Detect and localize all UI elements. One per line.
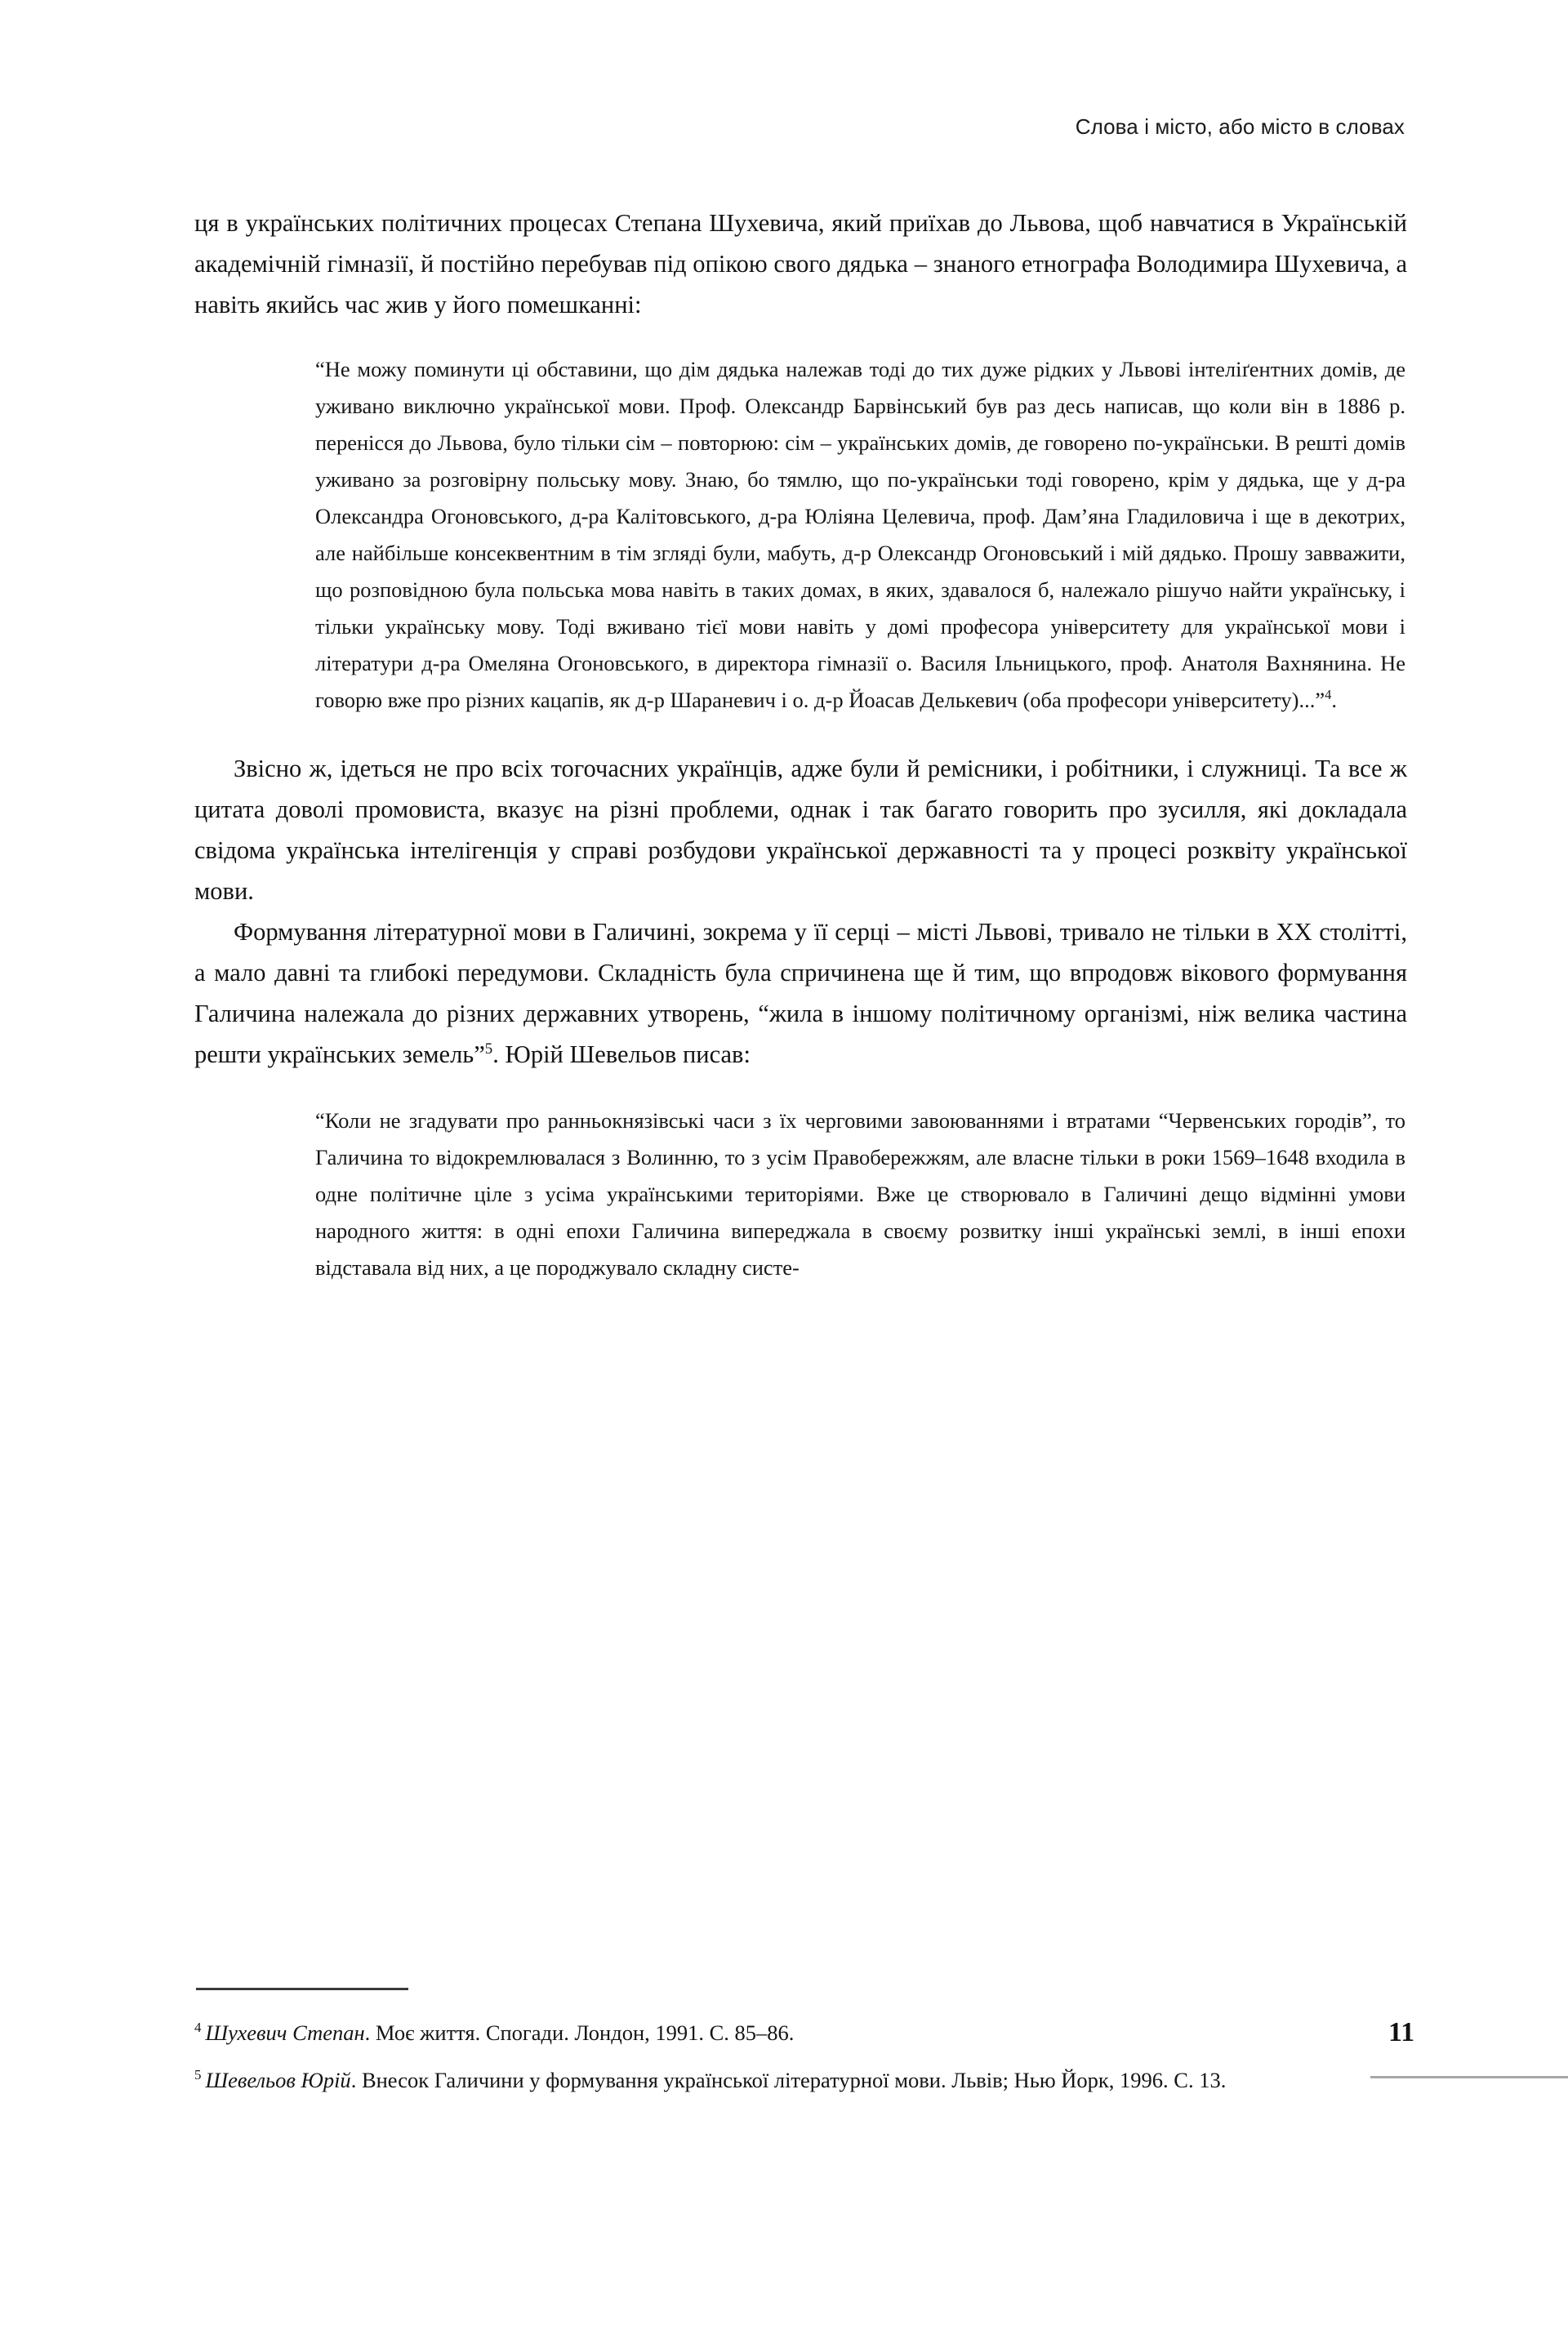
block-quote-shevelov: “Коли не згадувати про ранньокнязівські часи з їх черговими завоюваннями і втратами “Червенських городів”, то Галичина то відокремлювалася з Волинню, то з усім Правобережжям, але власне тільки в роки 1569–1648 входила в одне політичне ціле з усіма українськими територіями. Вже це створювало в Галичині дещо відмінні умови народного життя: в одні епохи Галичина випереджала в своєму розвитку інші українські землі, в інші епохи відставала від них, а це породжувало складну систе- xyxy=(315,1108,1405,1280)
text-column xyxy=(194,203,1407,1286)
block-quote-shukhevych xyxy=(194,351,1407,719)
quote-1-trailing-punct: . xyxy=(1331,688,1337,712)
footnote-separator-rule xyxy=(196,1988,408,1990)
body-paragraph-3-part-1: Формування літературної мови в Галичині, зокрема у її серці – місті Львові, тривало не тільки в ХХ столітті, а мало давні та глибокі передумови. Складність була спричинена ще й тим, що впродовж вікового формування Галичина належала до різних державних утворень, “жила в іншому політичному організмі, ніж велика частина решти українських земель” xyxy=(194,918,1407,1068)
body-paragraph-3-part-2: . Юрій Шевельов писав: xyxy=(492,1040,751,1068)
footnote-ref-5[interactable]: 5 xyxy=(484,1040,493,1058)
footnote-ref-4[interactable]: 4 xyxy=(1325,687,1332,703)
page-number: 11 xyxy=(1388,2017,1415,2047)
footnote-item-5 xyxy=(194,2061,1272,2099)
footnotes-area xyxy=(194,2014,1272,2109)
footnote-text-4: . Моє життя. Спогади. Лондон, 1991. С. 85–86. xyxy=(364,2020,795,2045)
body-paragraph-3 xyxy=(194,911,1407,1075)
page-number-rule xyxy=(1370,2076,1568,2078)
footnote-marker-5: 5 xyxy=(194,2067,202,2083)
footnote-text-5: . Внесок Галичини у формування української літературної мови. Львів; Нью Йорк, 1996. С. 13. xyxy=(350,2068,1227,2092)
footnote-marker-4: 4 xyxy=(194,2020,202,2036)
footnote-author-5: Шевельов Юрій xyxy=(205,2068,351,2092)
body-paragraph-1: ця в українських політичних процесах Степана Шухевича, який приїхав до Львова, щоб навчатися в Українській академічній гімназії, й постійно перебував під опікою свого дядька – знаного етнографа Володимира Шухевича, а навіть якийсь час жив у його помешканні: xyxy=(194,209,1407,318)
footnote-item-4 xyxy=(194,2014,1272,2051)
footnote-author-4: Шухевич Степан xyxy=(205,2020,365,2045)
quote-1-text: “Не можу поминути ці обставини, що дім дядька належав тоді до тих дуже рідких у Львові інтеліґентних домів, де уживано виключно української мови. Проф. Олександр Барвінський був раз десь написав, що коли він в 1886 р. переніcся до Львова, було тільки сім – повторюю: сім – українських домів, де говорено по-українськи. В решті домів уживано за розговірну польську мову. Знаю, бо тямлю, що по-українськи тоді говорено, крім у дядька, ще у д-ра Олександра Огоновського, д-ра Калітовського, д-ра Юліяна Целевича, проф. Дам’яна Гладиловича і ще в декотрих, але найбільше консеквентним в тім згляді були, мабуть, д-р Олександр Огоновський і мій дядько. Прошу завважити, що розповідною була польська мова навіть в таких домах, в яких, здавалося б, належало рішучо найти українську, і тільки українську мову. Тоді вживано тієї мови навіть у домі професора університету для української мови і літератури д-ра Омеляна Огоновського, в директора гімназії о. Василя Ільницького, проф. Анатоля Вахнянина. Не говорю вже про різних кацапів, як д-р Шараневич і о. д-р Йоасав Делькевич (оба професори університету)...” xyxy=(315,357,1405,712)
body-paragraph-2: Звісно ж, ідеться не про всіх тогочасних українців, адже були й ремісники, і робітники, і служниці. Та все ж цитата доволі промовиста, вказує на різні проблеми, однак і так багато говорить про зусилля, які докладала свідома українська інтелігенція у справі розбудови української державності та у процесі розквіту української мови. xyxy=(194,755,1407,905)
running-header: Слова і місто, або місто в словах xyxy=(1075,114,1405,139)
